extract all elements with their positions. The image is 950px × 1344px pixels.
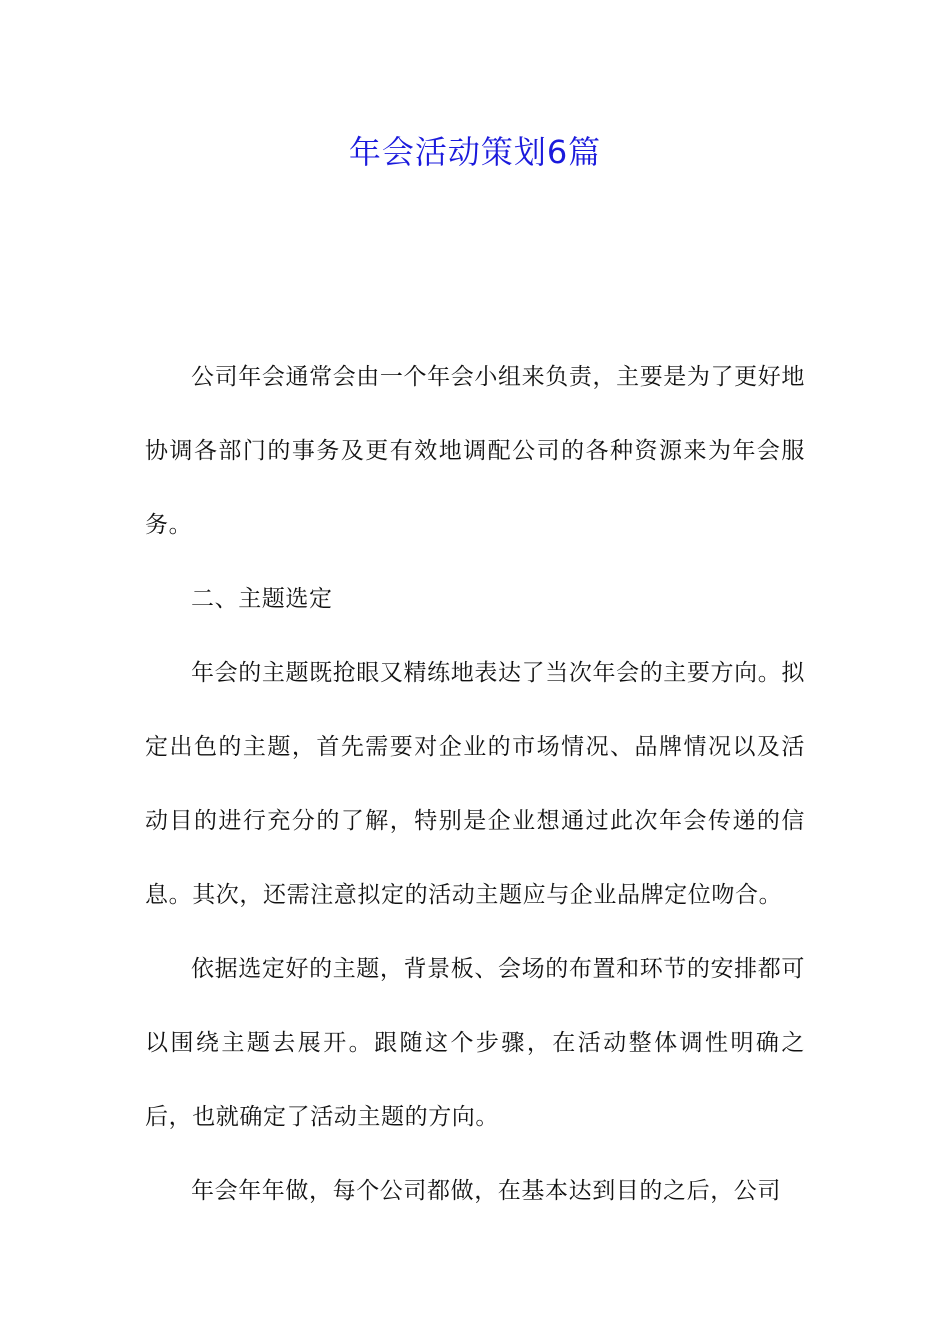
section-heading-theme: 二、主题选定 [191,586,333,612]
document-body [145,340,805,1228]
document-title: 年会活动策划6篇 [348,133,602,171]
paragraph-intro: 公司年会通常会由一个年会小组来负责，主要是为了更好地协调各部门的事务及更有效地调配公司的各种资源来为年会服务。 [145,364,805,538]
paragraph-theme-application: 依据选定好的主题，背景板、会场的布置和环节的安排都可以围绕主题去展开。跟随这个步骤，在活动整体调性明确之后，也就确定了活动主题的方向。 [145,956,805,1130]
paragraph-annual-event: 年会年年做，每个公司都做，在基本达到目的之后，公司 [191,1178,781,1204]
paragraph-theme-definition: 年会的主题既抢眼又精练地表达了当次年会的主要方向。拟定出色的主题，首先需要对企业的市场情况、品牌情况以及活动目的进行充分的了解，特别是企业想通过此次年会传递的信息。其次，还需注意拟定的活动主题应与企业品牌定位吻合。 [145,660,805,908]
